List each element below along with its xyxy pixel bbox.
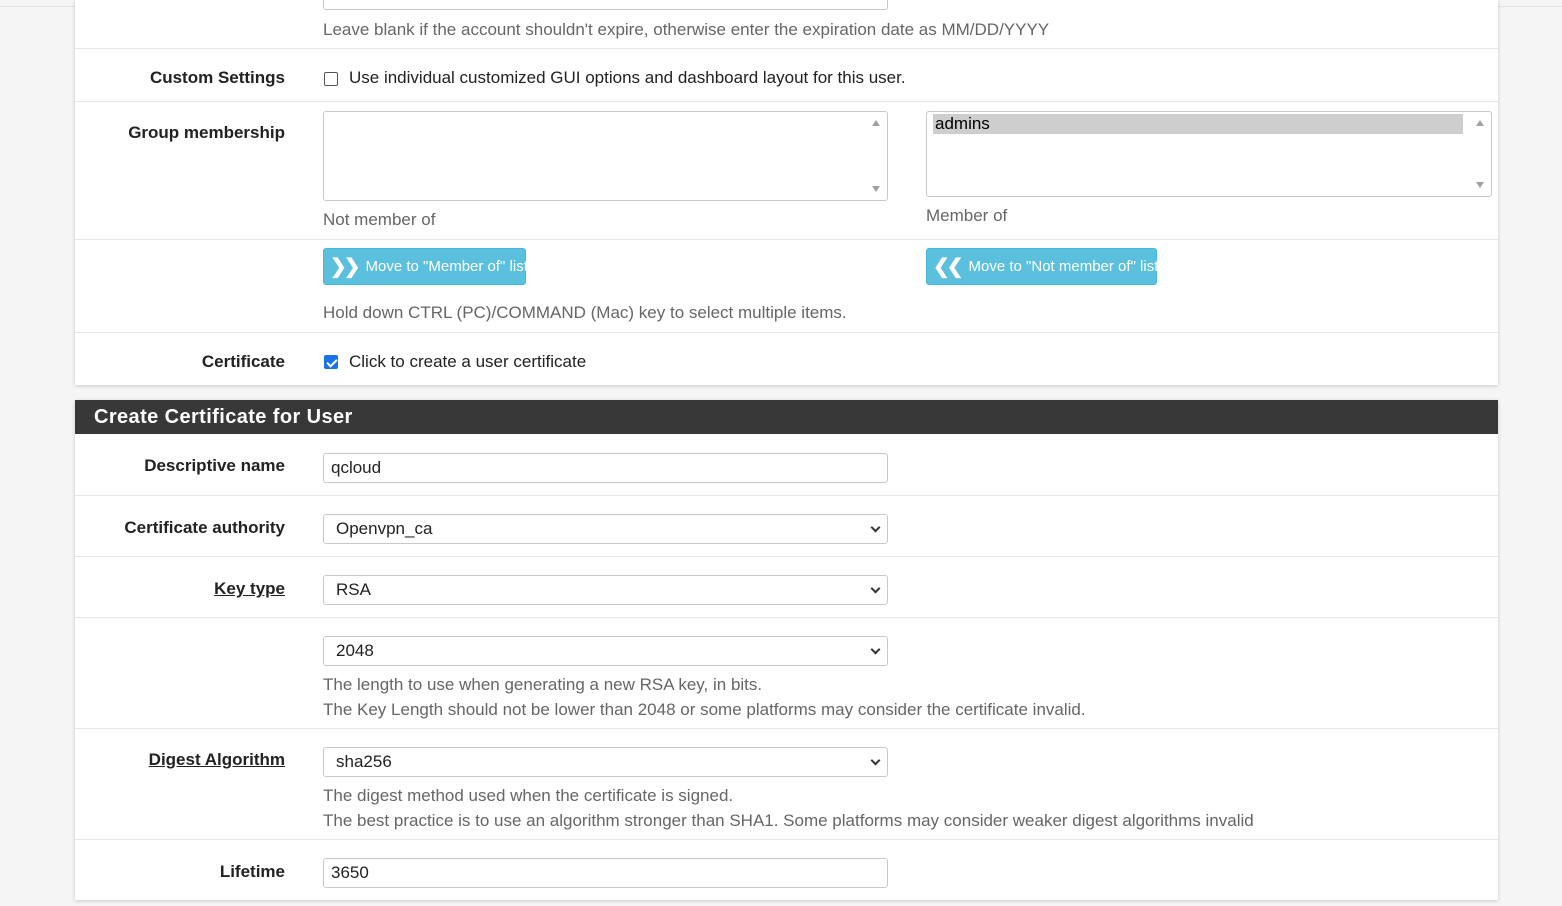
- certificate-authority-select[interactable]: [323, 514, 888, 544]
- not-member-of-listbox[interactable]: [323, 111, 888, 201]
- section-title: Create Certificate for User: [75, 400, 1498, 434]
- create-certificate-panel: [75, 400, 1498, 900]
- group-move-row: [75, 240, 1498, 333]
- digest-algorithm-value: sha256: [336, 752, 392, 771]
- digest-algorithm-label[interactable]: Digest Algorithm: [148, 750, 285, 769]
- scroll-down-icon[interactable]: [872, 186, 880, 192]
- key-type-value: RSA: [336, 580, 371, 599]
- digest-algorithm-select[interactable]: [323, 747, 888, 777]
- digest-help-2: The best practice is to use an algorithm stronger than SHA1. Some platforms may consider weaker digest algorithms invalid: [323, 811, 1254, 830]
- expiration-row: [75, 0, 1498, 49]
- member-option-admins[interactable]: admins: [933, 114, 1463, 134]
- key-type-row: [75, 557, 1498, 618]
- certificate-checkbox[interactable]: [324, 355, 338, 369]
- multi-select-help: Hold down CTRL (PC)/COMMAND (Mac) key to select multiple items.: [323, 303, 847, 322]
- certificate-authority-label: Certificate authority: [124, 518, 285, 537]
- key-length-help-1: The length to use when generating a new RSA key, in bits.: [323, 675, 763, 694]
- custom-settings-checkbox[interactable]: [324, 72, 338, 86]
- certificate-checkbox-text: Click to create a user certificate: [349, 352, 587, 371]
- scroll-up-icon[interactable]: [872, 120, 880, 126]
- digest-help-1: The digest method used when the certificate is signed.: [323, 786, 734, 805]
- certificate-label: Certificate: [201, 352, 285, 371]
- move-to-not-member-button[interactable]: [926, 248, 1157, 285]
- member-of-listbox[interactable]: [926, 111, 1492, 197]
- member-caption: Member of: [926, 206, 1008, 225]
- move-to-member-button[interactable]: [323, 248, 526, 285]
- chevron-down-icon: [871, 756, 881, 766]
- scroll-up-icon[interactable]: [1476, 120, 1484, 126]
- key-type-select[interactable]: [323, 575, 888, 605]
- user-properties-panel: [75, 0, 1498, 385]
- descriptive-name-input[interactable]: qcloud: [323, 453, 888, 483]
- chevron-down-icon: [871, 584, 881, 594]
- move-to-not-member-label: Move to "Not member of" list: [968, 258, 1159, 275]
- group-membership-row: [75, 102, 1498, 240]
- lifetime-input[interactable]: 3650: [323, 858, 888, 888]
- lifetime-row: [75, 840, 1498, 900]
- descriptive-name-row: [75, 434, 1498, 496]
- double-chevron-left-icon: ❮❮: [933, 255, 961, 278]
- lifetime-label: Lifetime: [219, 862, 285, 881]
- key-length-select[interactable]: [323, 636, 888, 666]
- move-to-member-label: Move to "Member of" list: [365, 258, 528, 275]
- member-scrollbar[interactable]: [1471, 112, 1491, 196]
- key-type-label[interactable]: Key type: [214, 579, 285, 598]
- key-length-row: [75, 618, 1498, 729]
- custom-settings-row: [75, 49, 1498, 102]
- descriptive-name-label: Descriptive name: [144, 456, 285, 475]
- certificate-authority-row: [75, 496, 1498, 557]
- key-length-help-2: The Key Length should not be lower than 2048 or some platforms may consider the certificate invalid.: [323, 700, 1086, 719]
- digest-algorithm-row: [75, 729, 1498, 840]
- double-chevron-right-icon: ❯❯: [330, 255, 358, 278]
- not-member-caption: Not member of: [323, 210, 436, 229]
- expiration-date-input[interactable]: [323, 0, 888, 10]
- custom-settings-label: Custom Settings: [149, 68, 285, 87]
- scroll-down-icon[interactable]: [1476, 182, 1484, 188]
- chevron-down-icon: [871, 645, 881, 655]
- expiration-help: Leave blank if the account shouldn't expire, otherwise enter the expiration date as MM/DD/YYYY: [323, 20, 1050, 39]
- certificate-authority-value: Openvpn_ca: [336, 519, 433, 538]
- chevron-down-icon: [871, 523, 881, 533]
- group-membership-label: Group membership: [128, 123, 285, 142]
- key-length-value: 2048: [336, 641, 374, 660]
- certificate-row: [75, 333, 1498, 385]
- custom-settings-text: Use individual customized GUI options and dashboard layout for this user.: [349, 68, 906, 87]
- not-member-scrollbar[interactable]: [867, 112, 887, 200]
